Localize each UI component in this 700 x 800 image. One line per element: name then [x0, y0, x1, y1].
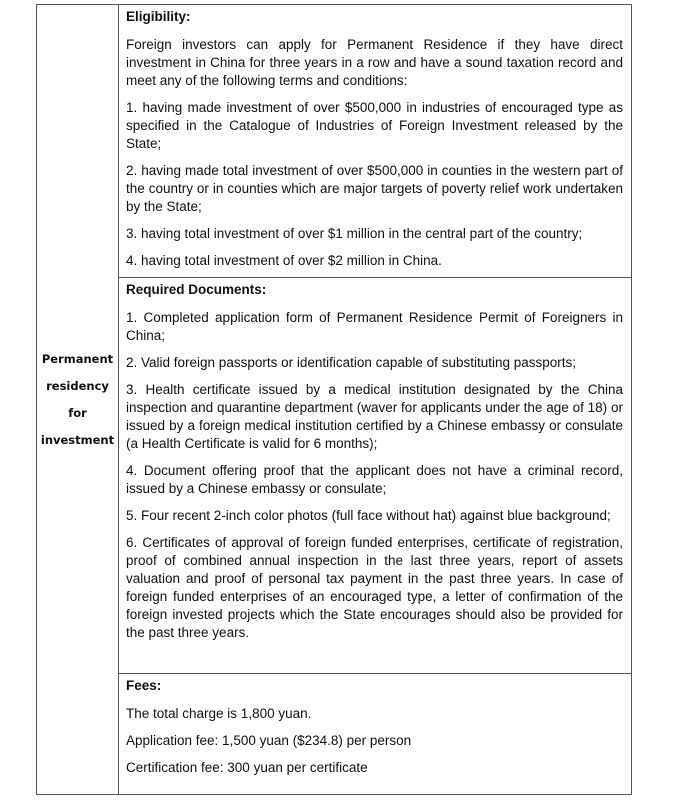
eligibility-item: 3. having total investment of over $1 million in the central part of the country; [126, 226, 583, 241]
row-label-line: Permanent [41, 351, 114, 366]
residency-table [36, 4, 632, 795]
eligibility-item: 1. having made investment of over $500,000 in industries of encouraged type as specified in the Catalogue of Industries of Foreign Investment released by the State; [126, 100, 623, 151]
row-label [41, 346, 114, 454]
row-label-cell [37, 5, 119, 794]
fee-total: The total charge is 1,800 yuan. [126, 706, 312, 721]
fees-title: Fees: [126, 678, 162, 693]
required-documents-title: Required Documents: [126, 282, 267, 297]
document-item: 1. Completed application form of Permanent Residence Permit of Foreigners in China; [126, 310, 623, 343]
row-label-line: investment [40, 432, 115, 447]
fees-section [119, 674, 631, 794]
eligibility-section [119, 5, 631, 278]
eligibility-title: Eligibility: [126, 9, 191, 24]
document-item: 5. Four recent 2-inch color photos (full face without hat) against blue background; [126, 508, 611, 523]
content-column [119, 5, 631, 794]
document-item: 4. Document offering proof that the applicant does not have a criminal record, issued by a Chinese embassy or consulate; [126, 463, 623, 496]
fee-certification: Certification fee: 300 yuan per certificate [126, 760, 368, 775]
eligibility-item: 4. having total investment of over $2 million in China. [126, 253, 442, 268]
row-label-line: residency [46, 378, 109, 393]
fee-application: Application fee: 1,500 yuan ($234.8) per person [126, 733, 412, 748]
required-documents-section [119, 278, 631, 674]
row-label-line: for [68, 405, 87, 420]
eligibility-intro: Foreign investors can apply for Permanent Residence if they have direct investment in China for three years in a row and have a sound taxation record and meet any of the following terms and conditions: [126, 37, 623, 88]
eligibility-item: 2. having made total investment of over $500,000 in counties in the western part of the country or in counties which are major targets of poverty relief work undertaken by the State; [126, 163, 623, 214]
document-item: 6. Certificates of approval of foreign funded enterprises, certificate of registration, proof of combined annual inspection in the last three years, report of assets valuation and proof of personal tax payment in the past three years. In case of foreign funded enterprises of an encouraged type, a letter of confirmation of the foreign invested projects which the State encourages should also be provided for the past three years. [126, 535, 623, 640]
document-item: 3. Health certificate issued by a medical institution designated by the China inspection and quarantine department (waver for applicants under the age of 18) or issued by a foreign medical institution certified by a Chinese embassy or consulate (a Health Certificate is valid for 6 months); [126, 382, 623, 451]
document-item: 2. Valid foreign passports or identification capable of substituting passports; [126, 355, 577, 370]
